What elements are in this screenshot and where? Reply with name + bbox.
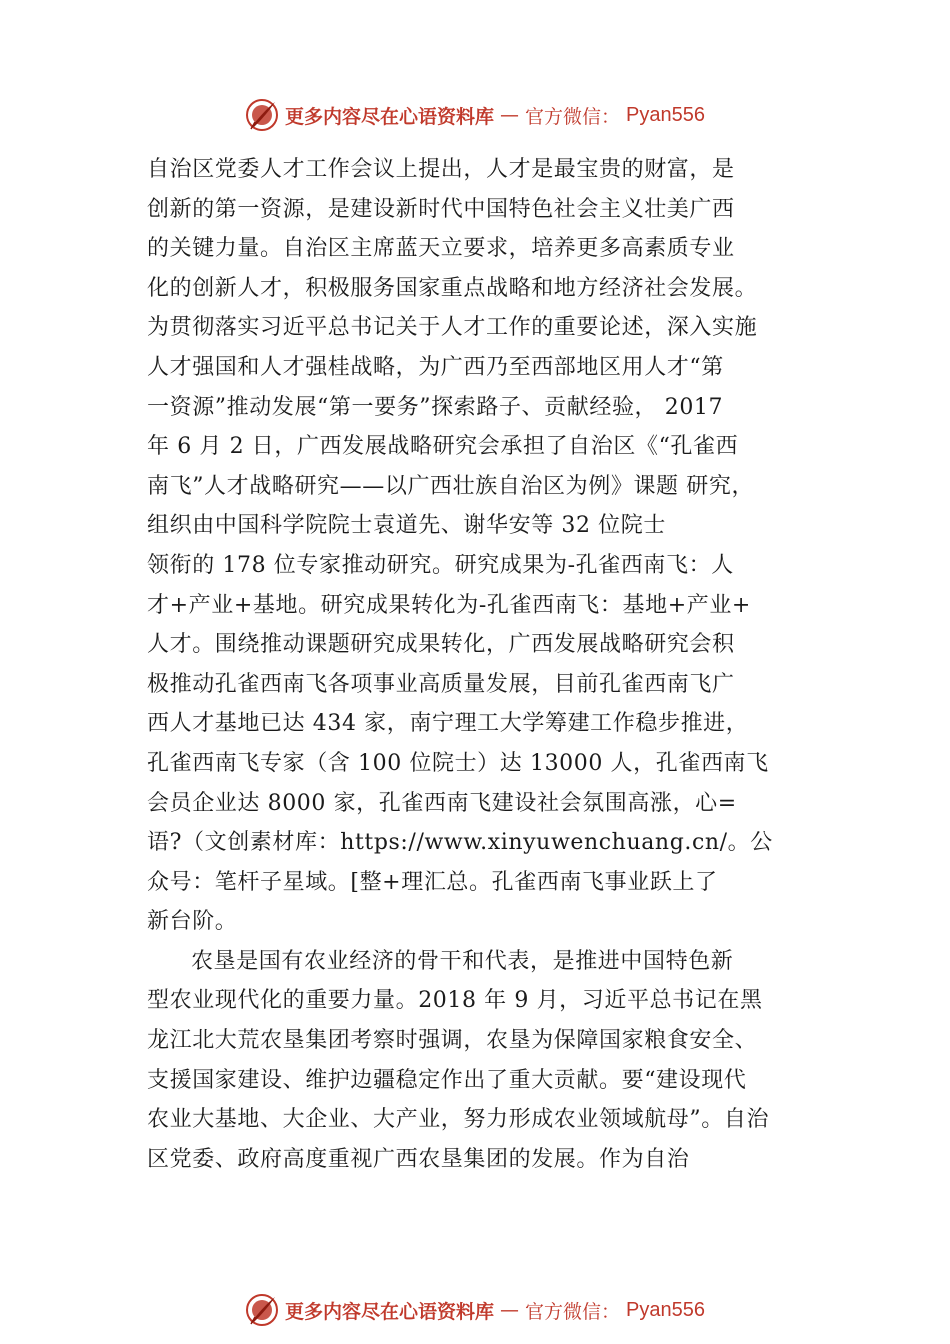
quill-seal-logo [245, 98, 279, 132]
page-footer [0, 1290, 950, 1330]
document-body [147, 150, 837, 1179]
text-line: 龙江北大荒农垦集团考察时强调，农垦为保障国家粮食安全、 [147, 1028, 758, 1054]
watermark-banner [245, 1293, 705, 1327]
text-line: 人才强国和人才强桂战略，为广西乃至西部地区用人才“第 [147, 354, 724, 380]
text-line: 组织由中国科学院院士袁道先、谢华安等 32 位院士 [147, 513, 666, 539]
text-line: 会员企业达 8000 家，孔雀西南飞建设社会氛围高涨，心= [147, 790, 737, 816]
text-line: 西人才基地已达 434 家，南宁理工大学筹建工作稳步推进， [147, 711, 749, 737]
watermark-wechat-label: 官方微信： [525, 105, 621, 128]
text-line: 领衔的 178 位专家推动研究。研究成果为-孔雀西南飞：人 [147, 552, 734, 578]
watermark-wechat-label: 官方微信： [525, 1300, 621, 1323]
text-line: 农业大基地、大企业、大产业，努力形成农业领域航母”。自治 [147, 1107, 770, 1133]
text-line: 创新的第一资源，是建设新时代中国特色社会主义壮美广西 [147, 196, 735, 222]
text-line: 极推动孔雀西南飞各项事业高质量发展，目前孔雀西南飞广 [147, 671, 735, 697]
watermark-dash: — [500, 1299, 520, 1321]
text-line: 一资源”推动发展“第一要务”探索路子、贡献经验， 2017 [147, 394, 724, 420]
text-line: 的关键力量。自治区主席蓝天立要求，培养更多高素质专业 [147, 236, 735, 262]
text-line: 众号：笔杆子星域。[整+理汇总。孔雀西南飞事业跃上了 [147, 869, 718, 895]
text-line: 区党委、政府高度重视广西农垦集团的发展。作为自治 [147, 1146, 690, 1172]
text-line: 南飞”人才战略研究——以广西壮族自治区为例》课题 研究， [147, 473, 755, 499]
watermark-dash: — [500, 104, 520, 126]
text-line: 年 6 月 2 日，广西发展战略研究会承担了自治区《“孔雀西 [147, 434, 739, 460]
text-line: 语?（文创素材库：https://www.xinyuwenchuang.cn/。公 [147, 830, 773, 856]
text-line: 型农业现代化的重要力量。2018 年 9 月，习近平总书记在黑 [147, 988, 763, 1014]
text-line: 支援国家建设、维护边疆稳定作出了重大贡献。要“建设现代 [147, 1067, 747, 1093]
watermark-wechat-id: Pyan556 [626, 103, 705, 126]
text-line: 孔雀西南飞专家（含 100 位院士）达 13000 人，孔雀西南飞 [147, 750, 769, 776]
text-line: 化的创新人才，积极服务国家重点战略和地方经济社会发展。 [147, 275, 758, 301]
text-line: 人才。围绕推动课题研究成果转化，广西发展战略研究会积 [147, 632, 735, 658]
text-line: 为贯彻落实习近平总书记关于人才工作的重要论述，深入实施 [147, 315, 758, 341]
watermark-wechat-id: Pyan556 [626, 1298, 705, 1321]
watermark-main-text: 更多内容尽在心语资料库 [285, 1300, 495, 1323]
paragraph-first-line: 农垦是国有农业经济的骨干和代表，是推进中国特色新 [191, 948, 734, 974]
text-line: 自治区党委人才工作会议上提出，人才是最宝贵的财富，是 [147, 157, 735, 182]
watermark-main-text: 更多内容尽在心语资料库 [285, 105, 495, 128]
text-line: 才+产业+基地。研究成果转化为-孔雀西南飞：基地+产业+ [147, 592, 751, 618]
quill-seal-logo [245, 1293, 279, 1327]
watermark-banner [245, 98, 705, 132]
text-line: 新台阶。 [147, 909, 238, 935]
page-header [0, 95, 950, 135]
